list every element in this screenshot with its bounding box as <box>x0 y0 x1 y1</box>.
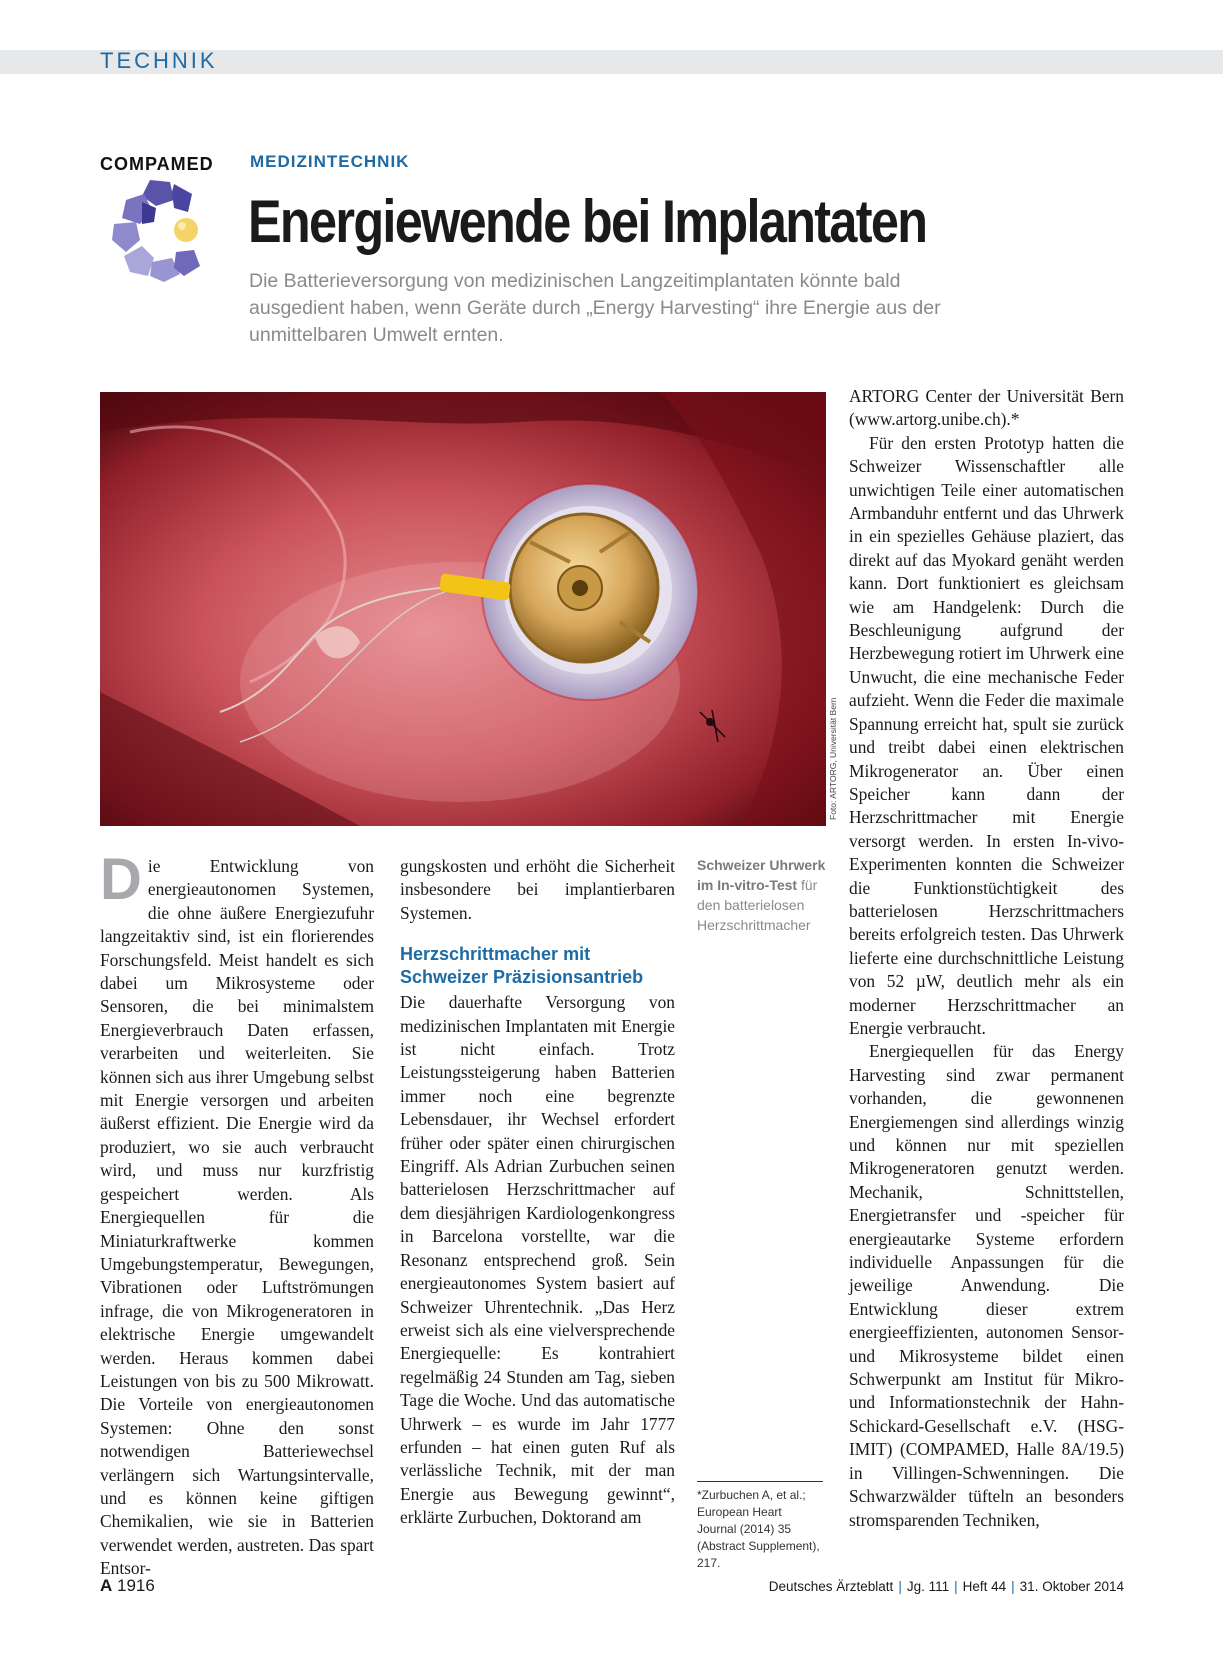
caption-bold: Schweizer Uhrwerk im In-vitro-Test <box>697 857 826 893</box>
issue-date: 31. Oktober 2014 <box>1019 1579 1124 1594</box>
drop-cap: D <box>100 847 142 912</box>
standfirst: Die Batterieversorgung von medizinischen Langzeitimplantaten könnte bald ausgedient haben, wenn Geräte durch „Energy Harvesting“ ihre Energie aus der unmittelbaren Umwelt ernten. <box>249 270 941 346</box>
headline: Energiewende bei Implantaten <box>248 188 927 255</box>
caption-text: für den batterielosen Herzschrittmacher <box>697 877 818 933</box>
footnote: *Zurbuchen A, et al.; European Heart Journal (2014) 35 (Abstract Supplement), 217. <box>697 1481 823 1572</box>
paragraph: Energiequellen für das Energy Harvesting sind zwar permanent vorhanden, die gewonnenen Energiemengen sind allerdings winzig und können nur mit speziellen Mikrogeneratoren genutzt werden. Mechanik, Schnittstellen, Energietransfer und -speicher für energieautarke Systeme erfordern individuelle Anpassungen für die jeweilige Anwendung. Die Entwicklung dieser extrem energieeffizienten, autonomen Sensor- und Mikrosysteme bildet einen Schwerpunkt am Institut für Mikro- und Informationstechnik der Hahn-Schickard-Gesellschaft e.V. (HSG-IMIT) (COMPAMED, Halle 8A/19.5) in Villingen-Schwenningen. Die Schwarzwälder tüfteln an besonders stromsparenden Techniken, <box>849 1041 1124 1530</box>
body-column-1 <box>100 847 374 1581</box>
paragraph: Für den ersten Prototyp hatten die Schweizer Wissenschaftler alle unwichtigen Teile einer automatischen Armbanduhr entfernt und das Uhrwerk in ein spezielles Gehäuse plaziert, das direkt auf das Myokard genäht werden kann. Dort funktioniert es gleichsam wie am Handgelenk: Durch die Beschleunigung aufgrund der Herzbewegung rotiert im Uhrwerk eine Unwucht, die eine mechanische Feder aufzieht. Wenn die Feder die maximale Spannung erreicht hat, spult sie zurück und treibt dabei einen elektrischen Mikrogenerator an. Über einen Speicher kann dann der Herzschrittmacher mit Energie versorgt werden. In ersten In-vivo-Experimenten konnten die Schweizer die Funktionstüchtigkeit des batterielosen Herzschrittmachers bereits erfolgreich testen. Das Uhrwerk lieferte eine durchschnittliche Leistung von 52 µW, deutlich mehr als ein moderner Herzschrittmacher an Energie verbraucht. <box>849 432 1124 1038</box>
paragraph: ie Entwicklung von energieautonomen Systemen, die ohne äußere Energiezufuhr langzeitaktiv sind, ist ein florierendes Forschungsfeld. Meist handelt es sich dabei um Mikrosysteme oder Sensoren, die bei minimalstem Energieverbrauch Daten erfassen, verarbeiten und weiterleiten. Sie können sich aus ihrer Umgebung selbst mit Energie versorgen und arbeiten äußerst effizient. Die Energie wird da produziert, wo sie auch verbraucht wird, und muss nur kurzfristig gespeichert werden. Als Energiequellen für die Miniaturkraftwerke kommen Umgebungstemperatur, Bewegungen, Vibrationen oder Luftströmungen infrage, die von Mikrogeneratoren in elektrische Energie umgewandelt werden. Heraus kommen dabei Leistungen von bis zu 500 Mikrowatt. Die Vorteile von energieautonomen Systemen: Ohne den sonst notwendigen Batteriewechsel verlängern sich Wartungsintervalle, und es können keine giftigen Chemikalien, wie sie in Batterien verwendet werden, austreten. Das spart Entsor- <box>100 856 374 1579</box>
photo-caption <box>697 855 827 935</box>
volume: Jg. 111 <box>906 1579 950 1594</box>
footer-citation: Deutsches Ärzteblatt | Jg. 111 | Heft 44 | 31. Oktober 2014 <box>768 1579 1124 1594</box>
section-label: TECHNIK <box>100 48 218 73</box>
issue: Heft 44 <box>962 1579 1007 1594</box>
article-photo <box>100 392 826 826</box>
subheading: Herzschrittmacher mit Schweizer Präzisionsantrieb <box>400 944 644 988</box>
paragraph: Die dauerhafte Versorgung von medizinischen Implantaten mit Energie ist nicht einfach. Trotz Leistungssteigerung haben Batterien immer noch eine begrenzte Lebensdauer, ihr Wechsel erfordert früher oder später einen chirurgischen Eingriff. Als Adrian Zurbuchen seinen batterielosen Herzschrittmacher auf dem diesjährigen Kardiologenkongress in Barcelona vorstellte, war die Resonanz entsprechend groß. Sein energieautonomes System basiert auf Schweizer Uhrentechnik. „Das Herz erweist sich als eine vielversprechende Energiequelle: Es kontrahiert regelmäßig 24 Stunden am Tag, sieben Tage die Woche. Und das automatische Uhrwerk – es wurde im Jahr 1777 erfunden – hat einen guten Ruf als verlässliche Technik, mit der man Energie aus Bewegung gewinnt“, erklärte Zurbuchen, Doktorand am <box>400 992 675 1528</box>
paragraph: ARTORG Center der Universität Bern (www.artorg.unibe.ch).* <box>849 386 1124 430</box>
photo-credit: Foto: ARTORG, Universität Bern <box>828 697 838 820</box>
paragraph: gungskosten und erhöht die Sicherheit insbesondere bei implantierbaren Systemen. <box>400 856 675 923</box>
body-column-3 <box>849 385 1124 1532</box>
page-number: A 1916 <box>100 1576 155 1595</box>
body-column-2 <box>400 855 675 1530</box>
compamed-logo-text: COMPAMED <box>100 154 214 174</box>
journal-name: Deutsches Ärzteblatt <box>768 1579 894 1594</box>
compamed-logo-icon <box>112 178 212 282</box>
kicker: MEDIZINTECHNIK <box>250 152 410 171</box>
